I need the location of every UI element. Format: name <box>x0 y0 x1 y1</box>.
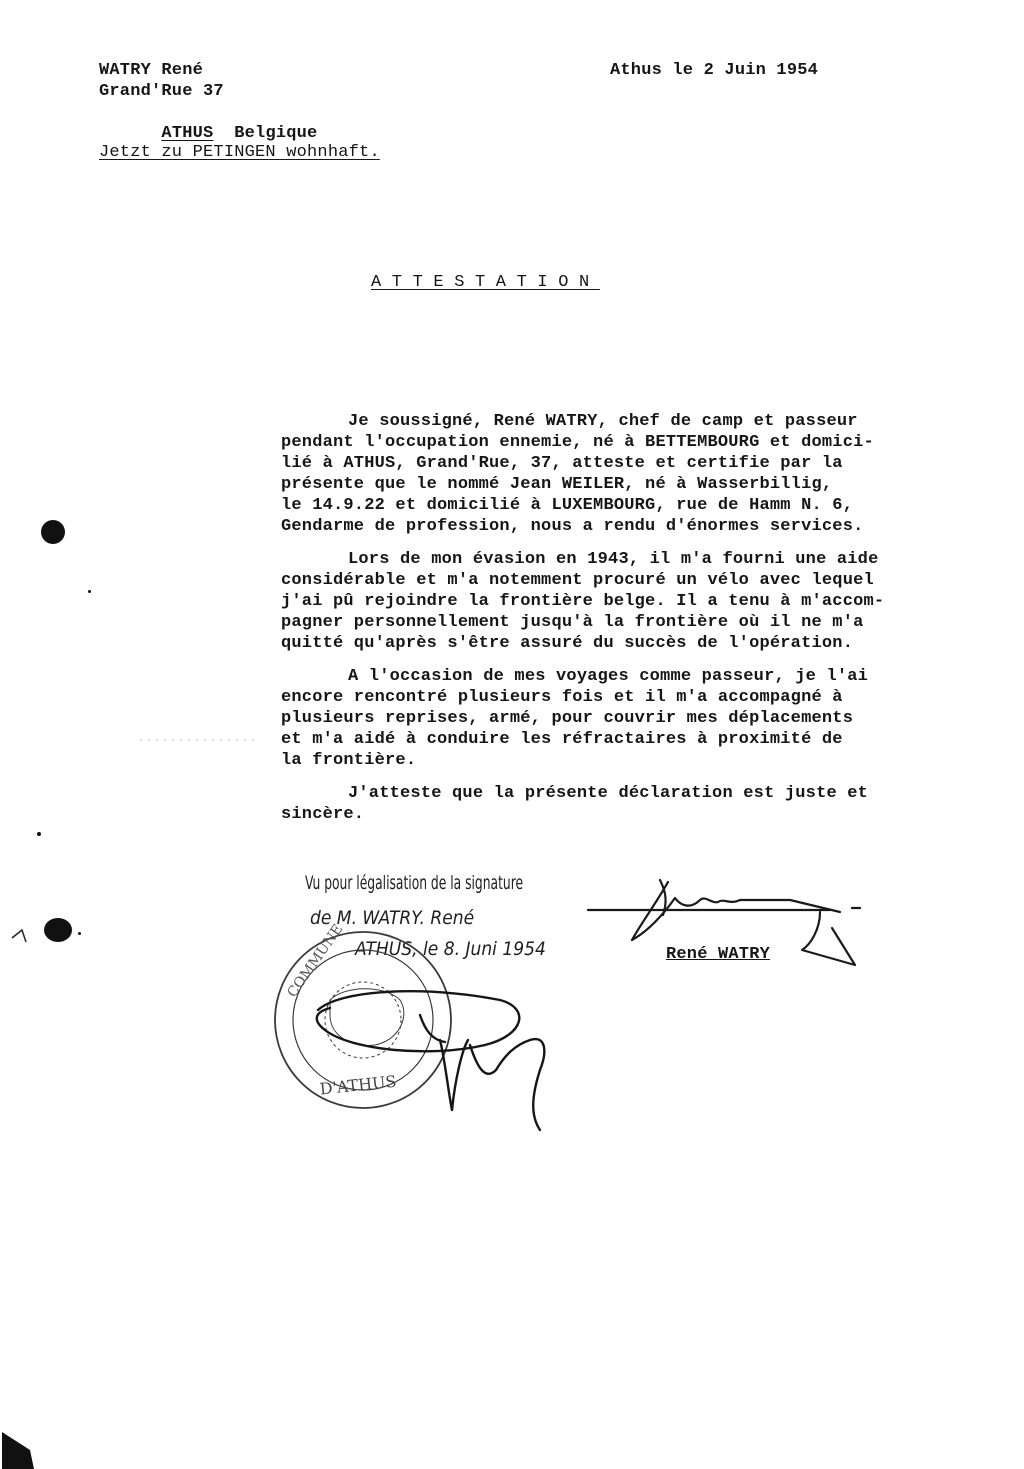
body-line: sincère. <box>281 805 365 824</box>
seal-bottom-text: D'ATHUS <box>318 1071 398 1099</box>
body-line: Je soussigné, René WATRY, chef de camp et passeur <box>348 412 858 431</box>
signatory-name: René WATRY <box>666 945 771 964</box>
body-line: j'ai pû rejoindre la frontière belge. Il a tenu à m'accom- <box>281 592 885 611</box>
document-title: ATTESTATION <box>371 273 600 292</box>
body-line: A l'occasion de mes voyages comme passeur, je l'ai <box>348 667 869 686</box>
body-line: le 14.9.22 et domicilié à LUXEMBOURG, rue de Hamm N. 6, <box>281 496 854 515</box>
sender-name: WATRY René <box>99 61 204 80</box>
body-line: lié à ATHUS, Grand'Rue, 37, atteste et certifie par la <box>281 454 843 473</box>
body-line: la frontière. <box>281 751 417 770</box>
body-line: considérable et m'a notemment procuré un vélo avec lequel <box>281 571 874 590</box>
sender-residence-note: Jetzt zu PETINGEN wohnhaft. <box>99 143 380 162</box>
body-line: J'atteste que la présente déclaration est juste et <box>348 784 869 803</box>
sender-country: Belgique <box>234 124 318 143</box>
legalisation-line-2: de M. WATRY. René <box>310 907 475 929</box>
seal-side-text: COMMUNE <box>284 921 347 1001</box>
body-line: quitté qu'après s'être assuré du succès de l'opération. <box>281 634 854 653</box>
legalisation-line-3: ATHUS, le 8. Juni 1954 <box>355 938 546 960</box>
body-line: et m'a aidé à conduire les réfractaires à proximité de <box>281 730 843 749</box>
sender-city: ATHUS <box>161 124 214 143</box>
body-line: pagner personnellement jusqu'à la frontière où il ne m'a <box>281 613 864 632</box>
sender-street: Grand'Rue 37 <box>99 82 224 101</box>
body-line: plusieurs reprises, armé, pour couvrir mes déplacements <box>281 709 854 728</box>
body-line: Lors de mon évasion en 1943, il m'a fourni une aide <box>348 550 879 569</box>
date-line: Athus le 2 Juin 1954 <box>610 61 819 80</box>
legalisation-line-1: Vu pour légalisation de la signature <box>305 872 524 894</box>
body-line: encore rencontré plusieurs fois et il m'a accompagné à <box>281 688 843 707</box>
body-line: pendant l'occupation ennemie, né à BETTEMBOURG et domici- <box>281 433 874 452</box>
body-line: présente que le nommé Jean WEILER, né à Wasserbillig, <box>281 475 833 494</box>
body-line: Gendarme de profession, nous a rendu d'énormes services. <box>281 517 864 536</box>
